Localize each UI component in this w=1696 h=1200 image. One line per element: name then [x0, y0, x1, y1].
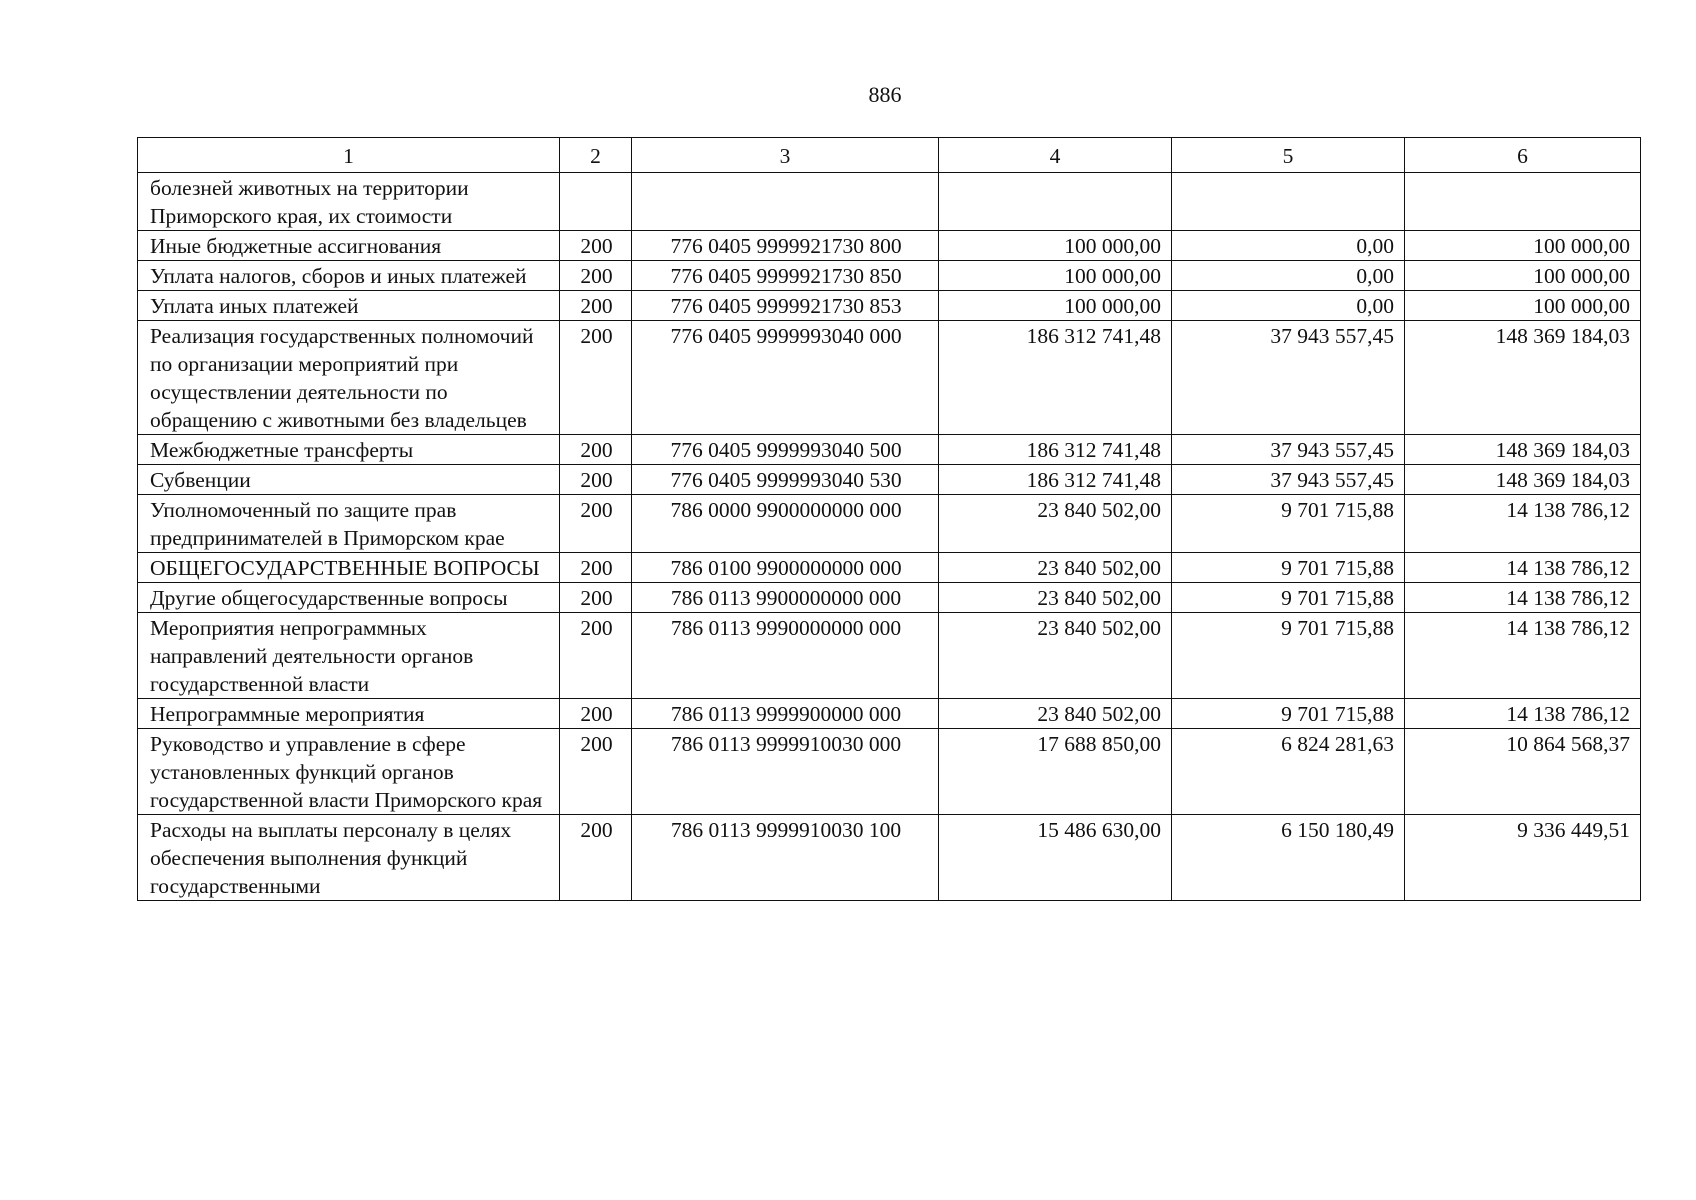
- amount-col5-cell: 9 701 715,88: [1172, 699, 1405, 729]
- table-row: [138, 173, 1641, 231]
- budget-classification-cell: 776 0405 9999921730 850: [632, 261, 939, 291]
- item-name-cell: Уполномоченный по защите прав предпринимателей в Приморском крае: [138, 495, 560, 553]
- amount-col5-cell: 37 943 557,45: [1172, 465, 1405, 495]
- code-cell: 200: [560, 261, 632, 291]
- item-name-cell: Другие общегосударственные вопросы: [138, 583, 560, 613]
- budget-classification-cell: 776 0405 9999993040 500: [632, 435, 939, 465]
- amount-col5-cell: 37 943 557,45: [1172, 435, 1405, 465]
- column-header: 6: [1405, 138, 1641, 173]
- budget-classification-cell: 786 0113 9999910030 100: [632, 815, 939, 901]
- amount-col4-cell: 100 000,00: [939, 261, 1172, 291]
- amount-col5-cell: 0,00: [1172, 231, 1405, 261]
- table-row: [138, 553, 1641, 583]
- table-row: [138, 435, 1641, 465]
- item-name-cell: болезней животных на территории Приморского края, их стоимости: [138, 173, 560, 231]
- amount-col4-cell: [939, 173, 1172, 231]
- code-cell: 200: [560, 435, 632, 465]
- amount-col4-cell: 23 840 502,00: [939, 613, 1172, 699]
- item-name-cell: ОБЩЕГОСУДАРСТВЕННЫЕ ВОПРОСЫ: [138, 553, 560, 583]
- amount-col5-cell: 9 701 715,88: [1172, 553, 1405, 583]
- page-number: 886: [868, 82, 902, 107]
- table-row: [138, 261, 1641, 291]
- budget-classification-cell: 786 0000 9900000000 000: [632, 495, 939, 553]
- item-name-cell: Субвенции: [138, 465, 560, 495]
- code-cell: 200: [560, 613, 632, 699]
- item-name-cell: Руководство и управление в сфере установленных функций органов государственной власти Приморского края: [138, 729, 560, 815]
- amount-col6-cell: 148 369 184,03: [1405, 321, 1641, 435]
- budget-classification-cell: 786 0100 9900000000 000: [632, 553, 939, 583]
- amount-col4-cell: 17 688 850,00: [939, 729, 1172, 815]
- amount-col5-cell: 37 943 557,45: [1172, 321, 1405, 435]
- table-row: [138, 321, 1641, 435]
- amount-col6-cell: 14 138 786,12: [1405, 613, 1641, 699]
- code-cell: 200: [560, 815, 632, 901]
- table-row: [138, 291, 1641, 321]
- amount-col6-cell: 14 138 786,12: [1405, 699, 1641, 729]
- amount-col6-cell: 148 369 184,03: [1405, 435, 1641, 465]
- column-header: 3: [632, 138, 939, 173]
- code-cell: 200: [560, 699, 632, 729]
- amount-col6-cell: 100 000,00: [1405, 231, 1641, 261]
- budget-classification-cell: 776 0405 9999921730 800: [632, 231, 939, 261]
- code-cell: 200: [560, 495, 632, 553]
- amount-col5-cell: 6 824 281,63: [1172, 729, 1405, 815]
- amount-col4-cell: 186 312 741,48: [939, 465, 1172, 495]
- item-name-cell: Реализация государственных полномочий по организации мероприятий при осуществлении деятельности по обращению с животными без владельцев: [138, 321, 560, 435]
- amount-col4-cell: 23 840 502,00: [939, 553, 1172, 583]
- amount-col5-cell: 6 150 180,49: [1172, 815, 1405, 901]
- column-header: 4: [939, 138, 1172, 173]
- budget-classification-cell: 776 0405 9999993040 530: [632, 465, 939, 495]
- item-name-cell: Межбюджетные трансферты: [138, 435, 560, 465]
- item-name-cell: Уплата иных платежей: [138, 291, 560, 321]
- code-cell: 200: [560, 729, 632, 815]
- item-name-cell: Мероприятия непрограммных направлений деятельности органов государственной власти: [138, 613, 560, 699]
- amount-col6-cell: 14 138 786,12: [1405, 495, 1641, 553]
- column-header: 1: [138, 138, 560, 173]
- budget-classification-cell: 786 0113 9900000000 000: [632, 583, 939, 613]
- code-cell: 200: [560, 291, 632, 321]
- item-name-cell: Иные бюджетные ассигнования: [138, 231, 560, 261]
- amount-col6-cell: 14 138 786,12: [1405, 583, 1641, 613]
- table-row: [138, 815, 1641, 901]
- amount-col6-cell: 148 369 184,03: [1405, 465, 1641, 495]
- budget-classification-cell: 776 0405 9999921730 853: [632, 291, 939, 321]
- item-name-cell: Непрограммные мероприятия: [138, 699, 560, 729]
- amount-col6-cell: 100 000,00: [1405, 261, 1641, 291]
- amount-col4-cell: 100 000,00: [939, 231, 1172, 261]
- amount-col5-cell: [1172, 173, 1405, 231]
- amount-col5-cell: 0,00: [1172, 261, 1405, 291]
- header-row: [138, 138, 1641, 173]
- amount-col5-cell: 0,00: [1172, 291, 1405, 321]
- amount-col4-cell: 186 312 741,48: [939, 435, 1172, 465]
- code-cell: 200: [560, 465, 632, 495]
- table-row: [138, 231, 1641, 261]
- amount-col5-cell: 9 701 715,88: [1172, 495, 1405, 553]
- amount-col6-cell: 14 138 786,12: [1405, 553, 1641, 583]
- amount-col4-cell: 23 840 502,00: [939, 699, 1172, 729]
- table-row: [138, 583, 1641, 613]
- table-row: [138, 465, 1641, 495]
- budget-classification-cell: 786 0113 9999900000 000: [632, 699, 939, 729]
- code-cell: 200: [560, 583, 632, 613]
- budget-classification-cell: 786 0113 9990000000 000: [632, 613, 939, 699]
- amount-col4-cell: 15 486 630,00: [939, 815, 1172, 901]
- table-row: [138, 729, 1641, 815]
- table-row: [138, 699, 1641, 729]
- amount-col4-cell: 186 312 741,48: [939, 321, 1172, 435]
- amount-col6-cell: 9 336 449,51: [1405, 815, 1641, 901]
- column-header: 2: [560, 138, 632, 173]
- amount-col5-cell: 9 701 715,88: [1172, 583, 1405, 613]
- amount-col6-cell: 100 000,00: [1405, 291, 1641, 321]
- budget-classification-cell: 776 0405 9999993040 000: [632, 321, 939, 435]
- code-cell: 200: [560, 231, 632, 261]
- code-cell: [560, 173, 632, 231]
- code-cell: 200: [560, 553, 632, 583]
- column-header: 5: [1172, 138, 1405, 173]
- item-name-cell: Расходы на выплаты персоналу в целях обеспечения выполнения функций государственными: [138, 815, 560, 901]
- amount-col4-cell: 23 840 502,00: [939, 495, 1172, 553]
- amount-col4-cell: 100 000,00: [939, 291, 1172, 321]
- table-body: [138, 173, 1641, 901]
- amount-col6-cell: 10 864 568,37: [1405, 729, 1641, 815]
- budget-classification-cell: 786 0113 9999910030 000: [632, 729, 939, 815]
- amount-col4-cell: 23 840 502,00: [939, 583, 1172, 613]
- budget-table: [137, 137, 1641, 901]
- code-cell: 200: [560, 321, 632, 435]
- amount-col5-cell: 9 701 715,88: [1172, 613, 1405, 699]
- table-row: [138, 613, 1641, 699]
- table-row: [138, 495, 1641, 553]
- budget-classification-cell: [632, 173, 939, 231]
- item-name-cell: Уплата налогов, сборов и иных платежей: [138, 261, 560, 291]
- amount-col6-cell: [1405, 173, 1641, 231]
